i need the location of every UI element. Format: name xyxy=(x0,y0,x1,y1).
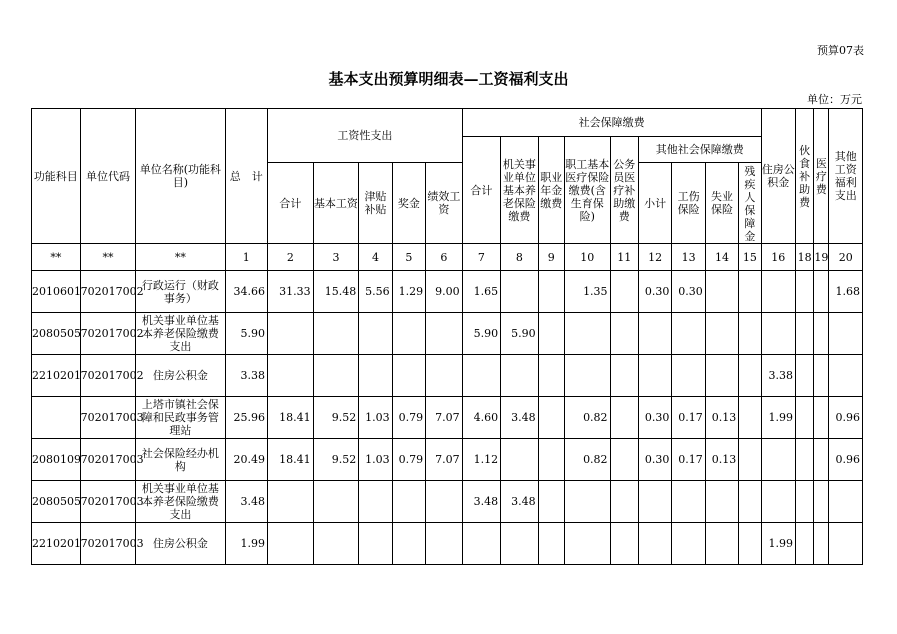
amount-cell xyxy=(610,313,638,355)
index-cell: 14 xyxy=(705,244,738,271)
unit-name-cell: 住房公积金 xyxy=(136,523,225,565)
header-wage-total: 合计 xyxy=(268,163,314,244)
amount-cell xyxy=(796,397,814,439)
amount-cell xyxy=(538,481,564,523)
unit-code-cell: 702017002 xyxy=(80,271,136,313)
amount-cell xyxy=(610,523,638,565)
amount-cell: 0.30 xyxy=(638,271,671,313)
amount-cell: 0.30 xyxy=(638,397,671,439)
amount-cell xyxy=(538,439,564,481)
amount-cell xyxy=(359,313,392,355)
index-cell: 12 xyxy=(638,244,671,271)
header-annuity: 职业年金缴费 xyxy=(538,137,564,244)
amount-cell: 1.35 xyxy=(564,271,610,313)
amount-cell: 20.49 xyxy=(225,439,268,481)
func-subject-cell: 2080505 xyxy=(32,313,81,355)
unit-name-cell: 上塔市镇社会保障和民政事务管理站 xyxy=(136,397,225,439)
index-cell: ** xyxy=(32,244,81,271)
amount-cell: 0.17 xyxy=(672,397,705,439)
header-total: 总 计 xyxy=(225,109,268,244)
amount-cell: 5.56 xyxy=(359,271,392,313)
amount-cell: 1.03 xyxy=(359,397,392,439)
unit-code-cell: 702017002 xyxy=(80,313,136,355)
func-subject-cell xyxy=(32,397,81,439)
unit-code-cell: 702017003 xyxy=(80,439,136,481)
header-unemployment: 失业保险 xyxy=(705,163,738,244)
amount-cell xyxy=(638,355,671,397)
amount-cell xyxy=(638,523,671,565)
amount-cell xyxy=(462,523,501,565)
amount-cell: 5.90 xyxy=(462,313,501,355)
amount-cell: 9.52 xyxy=(313,397,359,439)
amount-cell xyxy=(359,523,392,565)
amount-cell xyxy=(761,271,795,313)
index-cell: ** xyxy=(136,244,225,271)
amount-cell: 0.30 xyxy=(638,439,671,481)
index-cell: 16 xyxy=(761,244,795,271)
amount-cell: 0.79 xyxy=(392,397,425,439)
amount-cell xyxy=(739,397,761,439)
index-cell: 4 xyxy=(359,244,392,271)
amount-cell xyxy=(814,481,829,523)
amount-cell xyxy=(814,439,829,481)
header-unit-code: 单位代码 xyxy=(80,109,136,244)
amount-cell xyxy=(814,355,829,397)
amount-cell xyxy=(392,355,425,397)
form-number: 预算07表 xyxy=(817,44,864,57)
amount-cell xyxy=(359,355,392,397)
unit-name-cell: 住房公积金 xyxy=(136,355,225,397)
page-title: 基本支出预算明细表—工资福利支出 xyxy=(328,70,569,88)
amount-cell: 15.48 xyxy=(313,271,359,313)
amount-cell xyxy=(268,355,314,397)
amount-cell xyxy=(538,397,564,439)
index-cell: 19 xyxy=(814,244,829,271)
header-bonus: 奖金 xyxy=(392,163,425,244)
amount-cell xyxy=(672,481,705,523)
header-med-fee: 医疗费 xyxy=(814,109,829,244)
index-cell: 3 xyxy=(313,244,359,271)
header-injury: 工伤保险 xyxy=(672,163,705,244)
index-cell: 5 xyxy=(392,244,425,271)
header-performance: 绩效工资 xyxy=(426,163,463,244)
amount-cell xyxy=(796,481,814,523)
amount-cell xyxy=(705,523,738,565)
table-row xyxy=(32,271,863,313)
header-social-total: 合计 xyxy=(462,137,501,244)
func-subject-cell: 2080109 xyxy=(32,439,81,481)
index-cell: 1 xyxy=(225,244,268,271)
func-subject-cell: 2210201 xyxy=(32,523,81,565)
amount-cell xyxy=(426,355,463,397)
header-housing: 住房公积金 xyxy=(761,109,795,244)
amount-cell xyxy=(739,439,761,481)
amount-cell: 3.48 xyxy=(462,481,501,523)
func-subject-cell: 2010601 xyxy=(32,271,81,313)
amount-cell xyxy=(739,481,761,523)
amount-cell xyxy=(564,313,610,355)
amount-cell: 0.96 xyxy=(829,439,863,481)
header-func-subject: 功能科目 xyxy=(32,109,81,244)
amount-cell: 7.07 xyxy=(426,439,463,481)
budget-table xyxy=(31,108,863,565)
amount-cell xyxy=(268,523,314,565)
index-cell: 9 xyxy=(538,244,564,271)
amount-cell xyxy=(638,481,671,523)
amount-cell xyxy=(501,271,538,313)
amount-cell xyxy=(739,523,761,565)
amount-cell xyxy=(761,481,795,523)
amount-cell: 25.96 xyxy=(225,397,268,439)
header-civil-medical: 公务员医疗补助缴费 xyxy=(610,137,638,244)
amount-cell xyxy=(705,481,738,523)
amount-cell xyxy=(610,397,638,439)
amount-cell xyxy=(564,481,610,523)
amount-cell xyxy=(501,355,538,397)
header-other-welfare: 其他工资福利支出 xyxy=(829,109,863,244)
table-row xyxy=(32,439,863,481)
amount-cell xyxy=(705,355,738,397)
amount-cell: 1.99 xyxy=(225,523,268,565)
amount-cell: 1.03 xyxy=(359,439,392,481)
amount-cell: 18.41 xyxy=(268,397,314,439)
unit-name-cell: 社会保险经办机构 xyxy=(136,439,225,481)
amount-cell xyxy=(672,313,705,355)
amount-cell xyxy=(392,481,425,523)
amount-cell: 0.13 xyxy=(705,439,738,481)
header-social-group: 社会保障缴费 xyxy=(462,109,761,137)
table-row xyxy=(32,355,863,397)
table-row xyxy=(32,481,863,523)
amount-cell: 0.17 xyxy=(672,439,705,481)
index-cell: 8 xyxy=(501,244,538,271)
header-other-subtotal: 小计 xyxy=(638,163,671,244)
unit-code-cell: 702017003 xyxy=(80,481,136,523)
amount-cell: 1.29 xyxy=(392,271,425,313)
table-body xyxy=(32,244,863,565)
amount-cell xyxy=(761,313,795,355)
amount-cell xyxy=(814,523,829,565)
amount-cell: 3.48 xyxy=(501,397,538,439)
amount-cell: 3.38 xyxy=(761,355,795,397)
amount-cell xyxy=(761,439,795,481)
amount-cell: 1.99 xyxy=(761,523,795,565)
unit-name-cell: 机关事业单位基本养老保险缴费支出 xyxy=(136,313,225,355)
amount-cell xyxy=(538,355,564,397)
column-index-row xyxy=(32,244,863,271)
amount-cell: 9.00 xyxy=(426,271,463,313)
amount-cell: 3.38 xyxy=(225,355,268,397)
amount-cell xyxy=(814,313,829,355)
amount-cell: 31.33 xyxy=(268,271,314,313)
amount-cell: 5.90 xyxy=(501,313,538,355)
amount-cell: 0.82 xyxy=(564,439,610,481)
index-cell: 10 xyxy=(564,244,610,271)
index-cell: 2 xyxy=(268,244,314,271)
amount-cell: 9.52 xyxy=(313,439,359,481)
amount-cell xyxy=(672,523,705,565)
header-meal: 伙食补助费 xyxy=(796,109,814,244)
table-row xyxy=(32,397,863,439)
amount-cell xyxy=(313,481,359,523)
unit-code-cell: 702017002 xyxy=(80,355,136,397)
header-unit-name: 单位名称(功能科目) xyxy=(136,109,225,244)
amount-cell xyxy=(426,481,463,523)
amount-cell: 3.48 xyxy=(225,481,268,523)
amount-cell xyxy=(705,271,738,313)
amount-cell xyxy=(426,313,463,355)
amount-cell: 1.65 xyxy=(462,271,501,313)
unit-name-cell: 行政运行（财政事务） xyxy=(136,271,225,313)
amount-cell xyxy=(268,481,314,523)
amount-cell: 4.60 xyxy=(462,397,501,439)
amount-cell: 0.30 xyxy=(672,271,705,313)
amount-cell: 0.79 xyxy=(392,439,425,481)
amount-cell xyxy=(814,397,829,439)
table-header xyxy=(32,109,863,244)
amount-cell: 3.48 xyxy=(501,481,538,523)
func-subject-cell: 2080505 xyxy=(32,481,81,523)
func-subject-cell: 2210201 xyxy=(32,355,81,397)
index-cell: 11 xyxy=(610,244,638,271)
index-cell: 15 xyxy=(739,244,761,271)
amount-cell: 1.99 xyxy=(761,397,795,439)
amount-cell xyxy=(610,439,638,481)
amount-cell xyxy=(672,355,705,397)
amount-cell: 34.66 xyxy=(225,271,268,313)
amount-cell: 1.12 xyxy=(462,439,501,481)
header-basic-wage: 基本工资 xyxy=(313,163,359,244)
amount-cell xyxy=(538,313,564,355)
amount-cell xyxy=(268,313,314,355)
unit-code-cell: 702017003 xyxy=(80,523,136,565)
amount-cell xyxy=(739,271,761,313)
amount-cell xyxy=(610,271,638,313)
amount-cell: 18.41 xyxy=(268,439,314,481)
amount-cell xyxy=(564,523,610,565)
amount-cell xyxy=(313,523,359,565)
amount-cell xyxy=(796,313,814,355)
amount-cell xyxy=(796,271,814,313)
index-cell: 20 xyxy=(829,244,863,271)
amount-cell xyxy=(796,523,814,565)
index-cell: 18 xyxy=(796,244,814,271)
index-cell: 7 xyxy=(462,244,501,271)
amount-cell xyxy=(796,439,814,481)
amount-cell: 1.68 xyxy=(829,271,863,313)
amount-cell xyxy=(796,355,814,397)
amount-cell xyxy=(538,271,564,313)
amount-cell xyxy=(359,481,392,523)
header-disabled: 残疾人保障金 xyxy=(739,163,761,244)
index-cell: 13 xyxy=(672,244,705,271)
amount-cell xyxy=(829,355,863,397)
amount-cell xyxy=(829,313,863,355)
unit-name-cell: 机关事业单位基本养老保险缴费支出 xyxy=(136,481,225,523)
header-allowance: 津贴补贴 xyxy=(359,163,392,244)
amount-cell xyxy=(564,355,610,397)
header-pension: 机关事业单位基本养老保险缴费 xyxy=(501,137,538,244)
table-row xyxy=(32,313,863,355)
amount-cell xyxy=(426,523,463,565)
amount-cell xyxy=(739,313,761,355)
index-cell: ** xyxy=(80,244,136,271)
amount-cell xyxy=(610,481,638,523)
amount-cell: 0.82 xyxy=(564,397,610,439)
amount-cell xyxy=(392,523,425,565)
amount-cell xyxy=(462,355,501,397)
amount-cell xyxy=(501,439,538,481)
amount-cell xyxy=(313,313,359,355)
amount-cell xyxy=(392,313,425,355)
amount-cell xyxy=(610,355,638,397)
header-other-social-group: 其他社会保障缴费 xyxy=(638,137,761,163)
amount-cell xyxy=(829,523,863,565)
amount-cell xyxy=(705,313,738,355)
amount-cell: 7.07 xyxy=(426,397,463,439)
amount-cell xyxy=(638,313,671,355)
header-wage-group: 工资性支出 xyxy=(268,109,463,163)
unit-label: 单位：万元 xyxy=(807,93,862,106)
amount-cell: 0.96 xyxy=(829,397,863,439)
amount-cell xyxy=(829,481,863,523)
header-medical: 职工基本医疗保险缴费(含生育保险) xyxy=(564,137,610,244)
table-row xyxy=(32,523,863,565)
index-cell: 6 xyxy=(426,244,463,271)
amount-cell xyxy=(501,523,538,565)
amount-cell xyxy=(313,355,359,397)
amount-cell: 5.90 xyxy=(225,313,268,355)
amount-cell xyxy=(739,355,761,397)
unit-code-cell: 702017003 xyxy=(80,397,136,439)
amount-cell: 0.13 xyxy=(705,397,738,439)
amount-cell xyxy=(538,523,564,565)
amount-cell xyxy=(814,271,829,313)
